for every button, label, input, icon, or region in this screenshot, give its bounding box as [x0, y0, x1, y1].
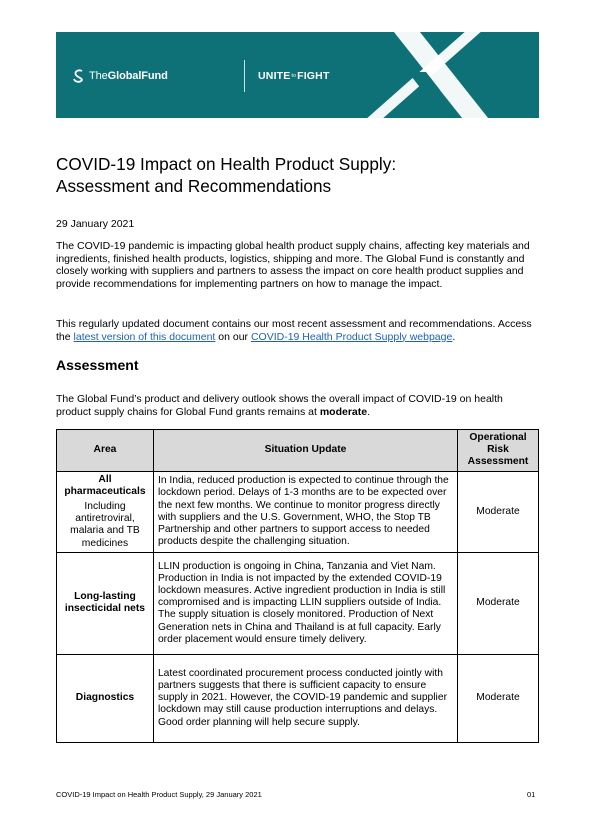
- page-number: 01: [527, 790, 536, 799]
- unite-to-fight-logo: [258, 70, 330, 82]
- campaign-right: FIGHT: [297, 70, 330, 82]
- area-name: Long-lasting insecticidal nets: [64, 591, 146, 615]
- header-situation: Situation Update: [153, 430, 457, 472]
- campaign-mid: to: [291, 73, 297, 80]
- header-area: Area: [57, 430, 154, 472]
- risk-cell: Moderate: [458, 471, 539, 552]
- outlook-level: moderate: [319, 405, 368, 418]
- area-cell: [57, 654, 154, 742]
- supply-webpage-link[interactable]: COVID-19 Health Product Supply webpage: [250, 330, 453, 343]
- latest-version-link[interactable]: latest version of this document: [73, 330, 216, 343]
- situation-cell: In India, reduced production is expected to continue through the lockdown period. Delays of 1-3 months are to be expected over the next few months. We continue to monitor progress directly with suppliers and the U.S. Government, WHO, the Stop TB Partnership and other partners to support access to needed products despite the challenging situation.: [153, 471, 457, 552]
- logo-name: GlobalFund: [107, 70, 168, 82]
- update-note-suffix: .: [452, 330, 456, 343]
- assessment-heading: Assessment: [56, 357, 139, 373]
- situation-cell: LLIN production is ongoing in China, Tanzania and Viet Nam. Production in India is not impacted by the extended COVID-19 lockdown measures. Active ingredient production in India is still compromised and is impacting LLIN suppliers outside of India. The supply situation is closely monitored. Production of Next Generation nets in China and Thailand is at full capacity. Early order placement would ensure timely delivery.: [153, 552, 457, 654]
- situation-cell: Latest coordinated procurement process conducted jointly with partners suggests that there is sufficient capacity to ensure supply in 2021. However, the COVID-19 pandemic and supplier lockdown may still cause production interruptions and delays. Good order planning will help secure supply.: [153, 654, 457, 742]
- intro-paragraph: The COVID-19 pandemic is impacting global health product supply chains, affecting key materials and ingredients, finished health products, logistics, shipping and more. The Global Fund is constantly and closely working with suppliers and partners to assess the impact on core health product supplies and provide recommendations for implementing partners on how to manage the impact.: [56, 240, 530, 290]
- campaign-left: UNITE: [258, 70, 291, 82]
- update-note-paragraph: [56, 318, 540, 343]
- outlook-suffix: .: [367, 405, 370, 418]
- update-note-middle: on our: [215, 330, 251, 343]
- header-risk: Operational Risk Assessment: [458, 430, 539, 472]
- header-banner: [56, 32, 539, 118]
- table-header-row: [57, 430, 539, 472]
- area-name: Diagnostics: [75, 692, 135, 704]
- table-row: [57, 654, 539, 742]
- outlook-prefix: The Global Fund’s product and delivery outlook shows the overall impact of COVID-19 on health product supply chains for Global Fund grants remains at: [56, 393, 503, 418]
- footer-text: COVID-19 Impact on Health Product Supply, 29 January 2021: [56, 790, 262, 799]
- document-date: 29 January 2021: [56, 218, 135, 230]
- area-name: All pharmaceuticals: [64, 473, 146, 497]
- area-cell: [57, 552, 154, 654]
- update-note-prefix: Access the: [56, 318, 532, 343]
- document-title: [56, 153, 539, 197]
- global-fund-logo: [72, 68, 168, 84]
- risk-cell: Moderate: [458, 552, 539, 654]
- area-cell: [57, 471, 154, 552]
- risk-assessment-table: [56, 429, 539, 743]
- table-row: [57, 552, 539, 654]
- logo-divider: [244, 60, 245, 92]
- logo-the: The: [89, 70, 108, 82]
- outlook-paragraph: [56, 393, 540, 418]
- update-note-line1: This regularly updated document contains our most recent assessment and recommendations.: [56, 318, 496, 330]
- title-line-2: Assessment and Recommendations: [56, 176, 332, 196]
- global-fund-mark-icon: [72, 69, 86, 83]
- risk-cell: Moderate: [458, 654, 539, 742]
- title-line-1: COVID-19 Impact on Health Product Supply:: [56, 154, 397, 174]
- area-subtitle: Including antiretroviral, malaria and TB medicines: [70, 501, 140, 549]
- table-row: [57, 471, 539, 552]
